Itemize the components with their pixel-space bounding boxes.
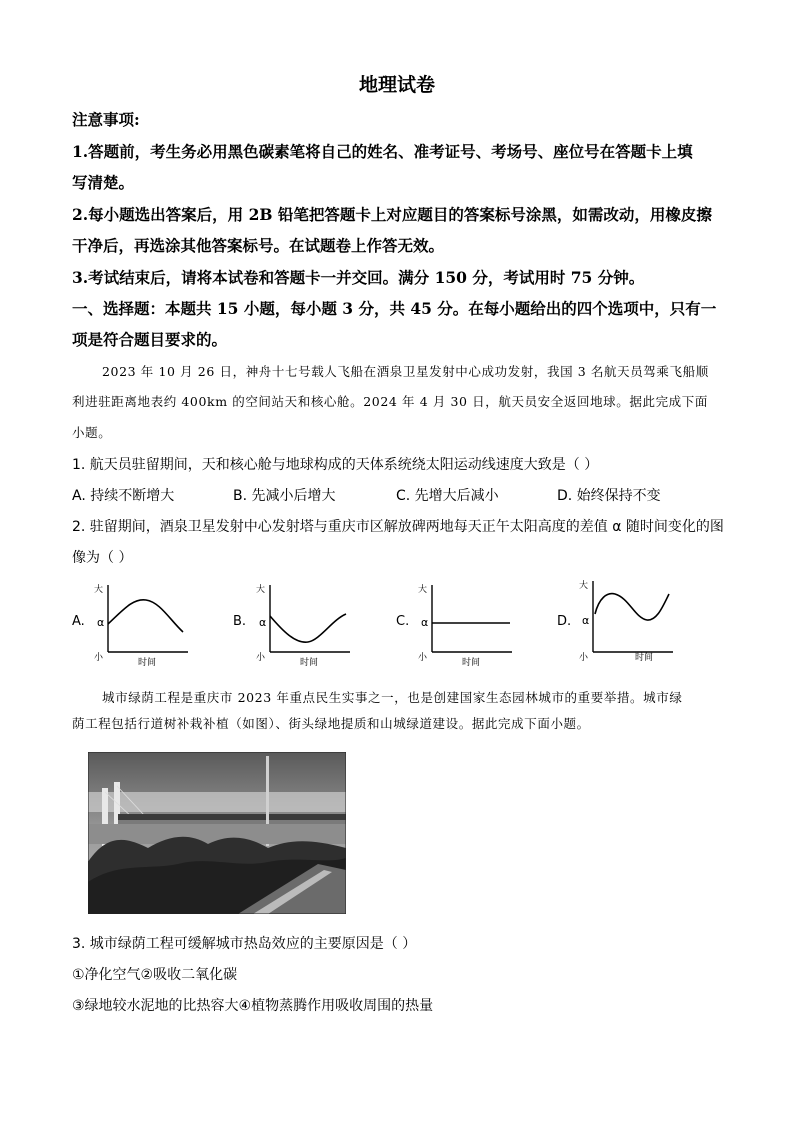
question-1-option-d: D. 始终保持不变: [557, 488, 661, 504]
label-time: 时间: [300, 658, 319, 668]
question-2-option-a: A.: [72, 614, 85, 629]
label-alpha: α: [97, 616, 105, 629]
notice-item-1: 1.答题前，考生务必用黑色碳素笔将自己的姓名、准考证号、考场号、座位号在答题卡上填: [72, 142, 693, 161]
label-alpha: α: [582, 614, 590, 627]
label-time: 时间: [635, 653, 654, 663]
question-2-option-b: B.: [233, 614, 247, 629]
label-time: 时间: [138, 658, 157, 668]
section-heading-cont: 项是符合题目要求的。: [72, 330, 228, 349]
street-trees-photo: [88, 752, 346, 914]
label-time: 时间: [462, 658, 481, 668]
page-title: 地理试卷: [358, 74, 435, 96]
question-3-options-3-4: ③绿地较水泥地的比热容大④植物蒸腾作用吸收周围的热量: [72, 998, 434, 1014]
label-big: 大: [418, 585, 428, 595]
question-1-stem: 1. 航天员驻留期间，天和核心舱与地球构成的天体系统绕太阳运动线速度大致是（ ）: [72, 457, 599, 473]
question-1-option-c: C. 先增大后减小: [396, 488, 499, 504]
label-small: 小: [579, 653, 589, 663]
label-big: 大: [94, 585, 104, 595]
curve-d: [595, 594, 669, 620]
notice-item-1-cont: 写清楚。: [72, 173, 135, 192]
question-3-stem: 3. 城市绿荫工程可缓解城市热岛效应的主要原因是（ ）: [72, 936, 417, 952]
curve-b: [270, 614, 346, 642]
notice-heading: 注意事项:: [72, 110, 140, 129]
graph-c: [412, 580, 522, 670]
passage-2-line-1: 城市绿荫工程是重庆市 2023 年重点民生实事之一，也是创建国家生态园林城市的重要举措。城市绿: [102, 690, 683, 705]
label-alpha: α: [421, 616, 429, 629]
question-2-stem-cont: 像为（ ）: [72, 550, 133, 566]
passage-1-line-1: 2023 年 10 月 26 日，神舟十七号载人飞船在酒泉卫星发射中心成功发射，我国 3 名航天员驾乘飞船顺: [102, 364, 709, 379]
question-2-option-c: C.: [396, 614, 410, 629]
notice-item-2-cont: 干净后，再选涂其他答案标号。在试题卷上作答无效。: [72, 236, 445, 255]
graph-d: [573, 576, 683, 666]
question-2-option-d: D.: [557, 614, 572, 629]
label-alpha: α: [259, 616, 267, 629]
label-small: 小: [94, 653, 104, 663]
graph-b: [250, 580, 360, 670]
label-small: 小: [256, 653, 266, 663]
passage-1-line-2: 利进驻距离地表约 400km 的空间站天和核心舱。2024 年 4 月 30 日，航天员安全返回地球。据此完成下面: [72, 394, 708, 409]
section-heading: 一、选择题：本题共 15 小题，每小题 3 分，共 45 分。在每小题给出的四个选项中，只有一: [72, 299, 717, 318]
label-big: 大: [256, 585, 266, 595]
question-1-option-a: A. 持续不断增大: [72, 488, 175, 504]
label-small: 小: [418, 653, 428, 663]
question-3-options-1-2: ①净化空气②吸收二氧化碳: [72, 967, 238, 983]
label-big: 大: [579, 581, 589, 591]
question-1-option-b: B. 先减小后增大: [233, 488, 336, 504]
notice-item-2: 2.每小题选出答案后，用 2B 铅笔把答题卡上对应题目的答案标号涂黑，如需改动，用橡皮擦: [72, 205, 712, 224]
curve-a: [108, 600, 183, 632]
question-2-stem: 2. 驻留期间，酒泉卫星发射中心发射塔与重庆市区解放碑两地每天正午太阳高度的差值 α 随时间变化的图: [72, 519, 724, 535]
passage-1-line-3: 小题。: [72, 425, 112, 440]
graph-a: [88, 580, 198, 670]
notice-item-3: 3.考试结束后，请将本试卷和答题卡一并交回。满分 150 分，考试用时 75 分钟。: [72, 268, 645, 287]
passage-2-line-2: 荫工程包括行道树补栽补植（如图）、街头绿地提质和山城绿道建设。据此完成下面小题。: [72, 716, 590, 731]
